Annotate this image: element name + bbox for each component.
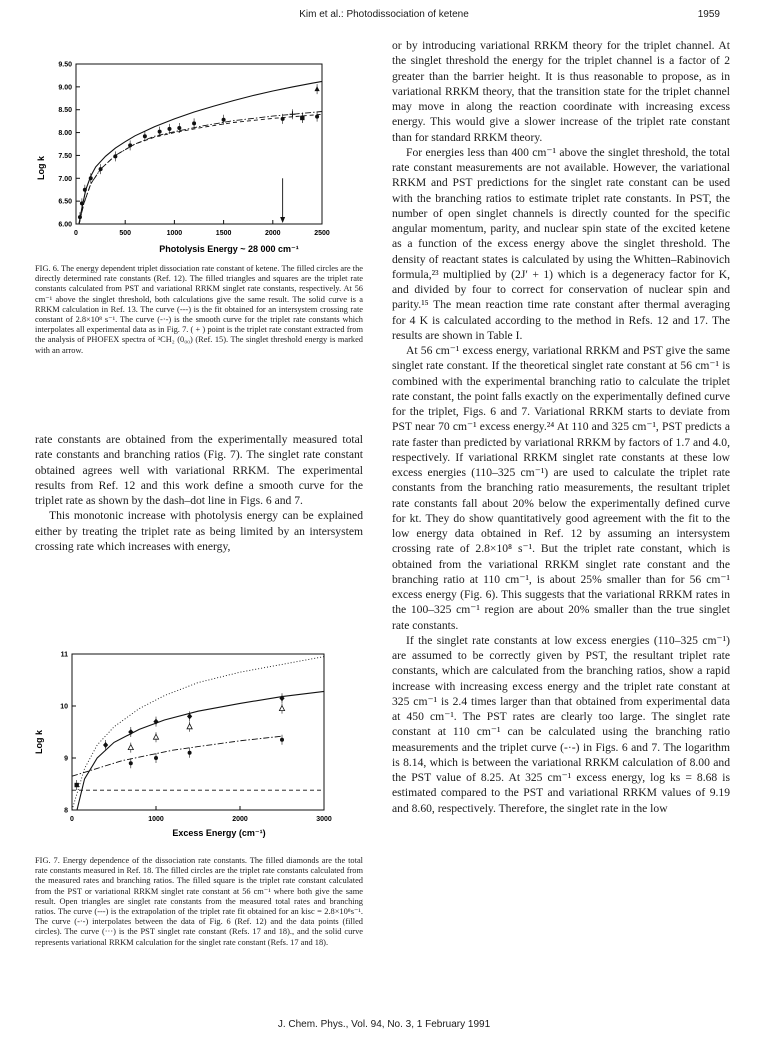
page-footer: J. Chem. Phys., Vol. 94, No. 3, 1 February 1991 [277,1019,491,1030]
fig6-y-tick-label: 9.50 [58,61,72,69]
fig6-point-filled-circle [128,143,132,147]
paragraph: For energies less than 400 cm⁻¹ above the singlet threshold, the total rate constant measurements are not available. However, the variational RRKM and PST predictions for the singlet rate constant can be used with the branching ratios to estimate triplet rate constants. In PST, the number of open singlet channels is directly counted for the specific angular momentum, parity, and nuclear spin state of the excited ketene as a function of the excess energy above the singlet threshold. The density of reactant states is calculated by using the Whitten–Rabinovich formula,²³ multiplied by (2J′ + 1) which is a degeneracy factor for K, and divided by four to correct for conservation of nuclear spin and parity.¹⁵ The mean reaction time rate constant after thermal averaging for 4 K is calculated according to the method in Refs. 12 and 17. The results are shown in Table I. [392,145,730,342]
fig7-point-filled-square [75,783,79,787]
fig7-curve-solid [77,691,324,810]
fig6-point-filled-circle [167,127,171,131]
fig6-point-filled-circle [222,118,226,122]
fig6-point-filled-circle [143,134,147,138]
fig6-point-plus [289,111,295,117]
fig7-point-filled-circle [154,756,158,760]
fig6-x-tick-label: 0 [74,230,78,237]
fig6-x-tick-label: 2000 [265,230,281,237]
fig6-point-filled-circle [177,126,181,130]
fig6-xlabel: Photolysis Energy ~ 28 000 cm⁻¹ [159,244,299,254]
fig7-y-tick-label: 10 [60,703,68,711]
fig6-curve-dashed [79,114,322,224]
fig7-point-filled-circle [129,761,133,765]
fig6-ylabel: Log k [36,156,46,180]
fig6-point-filled-circle [99,167,103,171]
fig6-point-filled-circle [80,201,84,205]
fig6-point-filled-circle [83,188,87,192]
figure-6-caption: FIG. 6. The energy dependent triplet dissociation rate constant of ketene. The filled circles are the directly determined rate constants (Ref. 12). The filled triangles and squares are the triplet rate constants calculated from PST and variational RRKM singlet rate constants, respectively. At 56 cm⁻¹ above the singlet threshold, both calculations give the same result. The solid curve is a RRKM calculation in Ref. 13. The curve (---) is the fit obtained for an intersystem crossing rate constant of 2.8×10⁸ s⁻¹. The curve (-·-) is the smooth curve for the triplet rate constants which interpolates all experimental data as in Fig. 7. ( + ) point is the triplet rate constant extracted from the analysis of PHOFEX spectra of ³CH₂ (0₀₀) (Ref. 15). The singlet threshold energy is marked with an arrow. [35,264,363,355]
figure-7-caption: FIG. 7. Energy dependence of the dissociation rate constants. The filled diamonds are the total rate constants measured in Ref. 18. The filled circles are the triplet rate constants calculated from the measured rates and branching ratios. The filled square is the triplet rate constant calculated from the PST or variational RRKM singlet rate constant at 56 cm⁻¹ where both give the same result. Open triangles are singlet rate constants from the measured total rates and branching ratios. The curve (---) is the extrapolation of the triplet rate fit obtained for an kisc = 2.8×10⁸s⁻¹. The curve (-·-) interpolates between the data of Fig. 6 (Ref. 12) and the data points (filled circles). The curve (···) is the PST singlet rate constant (Refs. 17 and 18)., and the solid curve represents variational RRKM calculation for the singlet rate constant (Refs. 17 and 18). [35,856,363,947]
fig7-point-filled-circle [280,738,284,742]
page-header [0,9,768,25]
fig7-curve-dashdot [72,736,282,776]
fig7-x-tick-label: 3000 [316,816,332,823]
fig6-point-filled-circle [78,215,82,219]
paragraph: At 56 cm⁻¹ excess energy, variational RRKM and PST give the same singlet rate constant. If the theoretical singlet rate constant at 56 cm⁻¹ is combined with the experimental branching ratio to calculate the triplet rate constant, the point falls exactly on the experimentally defined curve for the triplet, Figs. 6 and 7. Variational RRKM starts to deviate from PST near 70 cm⁻¹ excess energy.²⁴ At 110 and 325 cm⁻¹, PST predicts a rate faster than predicted by variational RRKM by factors of 1.7 and 4.0, respectively. If variational RRKM singlet rate constants at these low excess energies (110–325 cm⁻¹) are used to calculate the triplet rate constants from the branching ratio measurements, the resultant triplet rate constants fall about 20% below the experimentally defined curve for kt. They do show quantitatively good agreement with the fit to the low energy data obtained in Ref. 12 by assuming an intersystem crossing rate of 2.8×10⁸ s⁻¹. But the triplet rate constant, which is obtained from the variational RRKM singlet rate constant and the branching ratio at 110 cm⁻¹, is about 25% smaller than for 56 cm⁻¹ excess energy (Fig. 6). This suggests that the variational RRKM rates in the 100–325 cm⁻¹ region are about 20% smaller than the true singlet rate constants. [392,344,730,632]
fig7-point-open-triangle [153,734,158,739]
fig7-plot-frame [72,654,324,810]
fig7-point-filled-diamond [103,742,108,748]
fig7-x-tick-label: 2000 [232,816,248,823]
fig6-y-tick-label: 8.50 [58,107,72,115]
fig7-point-open-triangle [187,724,192,729]
fig6-y-tick-label: 6.00 [58,221,72,229]
fig7-curve-dotted [72,657,324,810]
fig7-ylabel: Log k [34,730,44,754]
fig7-xlabel: Excess Energy (cm⁻¹) [172,828,266,838]
fig6-y-tick-label: 7.00 [58,175,72,183]
fig7-y-tick-label: 11 [60,651,68,659]
fig6-y-tick-label: 9.00 [58,84,72,92]
fig6-threshold-arrowhead [280,217,285,223]
page-number: 1959 [697,9,720,20]
fig7-y-tick-label: 8 [64,807,68,815]
figure-6-chart [34,58,364,258]
fig7-x-tick-label: 1000 [148,816,164,823]
fig7-y-tick-label: 9 [64,755,68,763]
fig6-point-filled-circle [281,117,285,121]
fig6-point-filled-circle [315,115,319,119]
fig6-point-filled-triangle [314,86,319,91]
fig6-x-tick-label: 1500 [215,230,232,237]
fig6-y-tick-label: 6.50 [58,198,72,206]
fig6-point-filled-circle [113,154,117,158]
paragraph: This monotonic increase with photolysis energy can be explained either by treating the triplet rate as being limited by an intersystem crossing rate which increases with energy, [35,509,363,553]
fig6-y-tick-label: 8.00 [58,130,72,138]
fig7-x-tick-label: 0 [70,816,74,823]
paragraph: If the singlet rate constants at low excess energies (110–325 cm⁻¹) are assumed to be correctly given by PST, the resultant triplet rate constants, which are calculated from the branching ratios, show a rapid increase with increasing excess energy and the triplet rate constant at 325 cm⁻¹ is 2.4 times larger than that obtained from experimental data at 450 cm⁻¹. The PST rates are clearly too large. The singlet rate constant at 110 cm⁻¹ can be calculated using the branching ratio measurements and the triplet curve (-·-) in Figs. 6 and 7. The logarithm is 8.14, which is between the variational RRKM calculation of 8.00 and the PST value of 8.25. At 325 cm⁻¹ excess energy, log ks = 8.68 is estimated compared to the PST and variational RRKM values of 9.19 and 8.60, respectively. Therefore, the singlet rate in the low [392,633,730,815]
fig6-point-filled-square [300,116,304,120]
fig6-x-tick-label: 1000 [166,230,183,237]
right-column-text [392,38,730,816]
left-column-text [35,432,363,554]
fig6-x-tick-label: 500 [119,230,132,237]
fig6-y-tick-label: 7.50 [58,152,72,160]
fig6-point-filled-circle [158,130,162,134]
paragraph: rate constants are obtained from the experimentally measured total rate constants and branching ratios (Fig. 7). The singlet rate constant obtained agrees well with variational RRKM. The experimental results from Ref. 12 and this work define a smooth curve for the triplet rate as shown by the dash–dot line in Figs. 6 and 7. [35,433,363,507]
figure-7-chart [34,640,364,840]
fig7-point-open-triangle [279,706,284,711]
fig6-point-filled-circle [192,121,196,125]
fig6-curve-dashdot [79,112,322,225]
fig7-point-open-triangle [128,745,133,750]
running-title: Kim et al.: Photodissociation of ketene [299,9,469,20]
fig6-x-tick-label: 2500 [314,230,330,237]
fig6-point-filled-circle [89,176,93,180]
paragraph: or by introducing variational RRKM theory for the triplet channel. At the singlet threshold the energy for the triplet channel is a factor of 2 greater than the barrier height. It is thus reasonable to propose, as in variational RRKM theory, that the transition state for the triplet channel may move in along the reaction coordinate with increasing excess energy. This would give a slower increase of the triplet rate constant than for standard RRKM theory. [392,39,730,144]
fig7-point-filled-circle [188,751,192,755]
